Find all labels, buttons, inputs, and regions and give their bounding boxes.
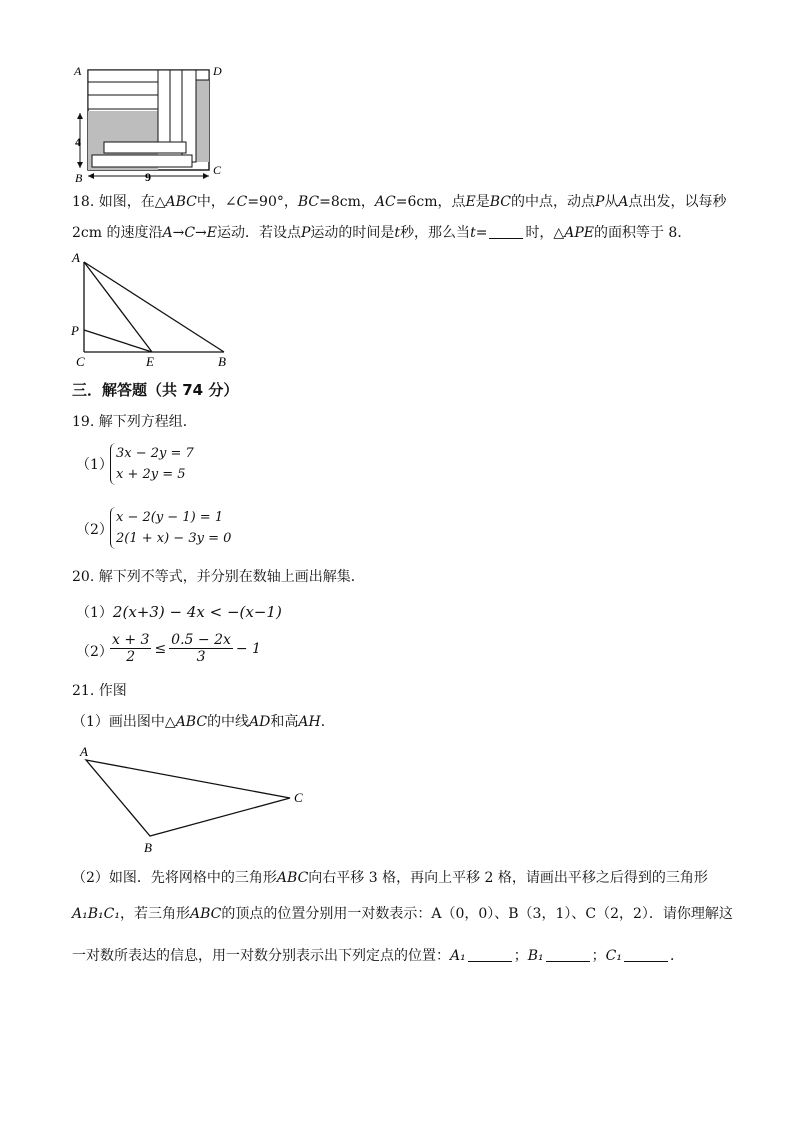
section-heading: 三．解答题（共 74 分） — [72, 381, 239, 399]
q21-c1-blank[interactable] — [624, 947, 668, 962]
q21-part2-line3: 一对数所表达的信息，用一对数分别表示出下列定点的位置：A₁ ；B₁ ；C₁ ． — [72, 948, 684, 964]
q19-part1-system — [110, 443, 194, 485]
fig21-label-c: C — [294, 790, 303, 805]
q20-title: 20. 解下列不等式，并分别在数轴上画出解集． — [72, 569, 365, 585]
q20-part1: （1）2(x+3) − 4x < −(x−1) — [76, 603, 282, 621]
figure-17-rectangles — [70, 58, 230, 186]
q18-answer-blank[interactable] — [489, 224, 523, 239]
q20-frac2: $\frac{0.5 - 2x}{3}$ — [171, 632, 231, 665]
fig17-label-c: C — [213, 163, 222, 177]
q20-frac1: $\frac{x + 3}{2}$ — [112, 632, 150, 665]
q21-part2-line2: A₁B₁C₁，若三角形ABC的顶点的位置分别用一对数表示：A（0，0）、B（3，1）、C（2，2）．请你理解这 — [72, 906, 733, 922]
fig21-label-a: A — [80, 744, 88, 759]
fig18-label-b: B — [218, 354, 226, 369]
fig17-height-label: 4 — [75, 135, 81, 149]
fig17-label-d: D — [213, 64, 222, 78]
q19-part2-label: （2） — [76, 522, 113, 538]
q18-line2: 2cm 的速度沿A→C→E运动．若设点P运动的时间是t秒，那么当t= 时，△APE的面积等于 8． — [72, 225, 692, 241]
q19-p1-eq2: x + 2y = 5 — [116, 467, 186, 482]
fig18-label-e: E — [146, 354, 154, 369]
q19-part2-system — [110, 507, 231, 549]
fig18-label-a: A — [72, 250, 80, 265]
q21-b1-blank[interactable] — [546, 947, 590, 962]
q19-title: 19. 解下列方程组． — [72, 414, 197, 430]
q21-part2-line1: （2）如图．先将网格中的三角形ABC向右平移 3 格，再向上平移 2 格，请画出平移之后得到的三角形 — [72, 870, 708, 886]
q21-title: 21. 作图 — [72, 683, 127, 699]
q20-part2-expr: $\frac{x + 3}{2}$ ≤ $\frac{0.5 - 2x}{3}$ − 1 — [112, 632, 261, 665]
q19-p2-eq2: 2(1 + x) − 3y = 0 — [116, 531, 232, 546]
fig17-label-a: A — [74, 64, 82, 78]
q19-p2-eq1: x − 2(y − 1) = 1 — [116, 510, 224, 525]
fig18-label-c: C — [76, 354, 85, 369]
q18-line1: 18. 如图，在△ABC中，∠C=90°，BC=8cm，AC=6cm，点E是BC的中点，动点P从A点出发，以每秒 — [72, 194, 727, 210]
q21-a1-blank[interactable] — [468, 947, 512, 962]
fig17-width-label: 9 — [145, 170, 151, 184]
q20-part2-label: （2） — [76, 644, 113, 660]
figure-18-triangle — [68, 248, 238, 370]
fig18-label-p: P — [71, 323, 79, 338]
fig21-label-b: B — [144, 840, 152, 855]
q21-part1: （1）画出图中△ABC的中线AD和高AH． — [72, 714, 335, 730]
q19-p1-eq1: 3x − 2y = 7 — [116, 446, 194, 461]
figure-21-triangle — [72, 742, 322, 860]
q19-part1-label: （1） — [76, 457, 113, 473]
q20-p1-expr: 2(x+3) − 4x < −(x−1) — [112, 603, 282, 621]
fig17-label-b: B — [75, 171, 83, 185]
